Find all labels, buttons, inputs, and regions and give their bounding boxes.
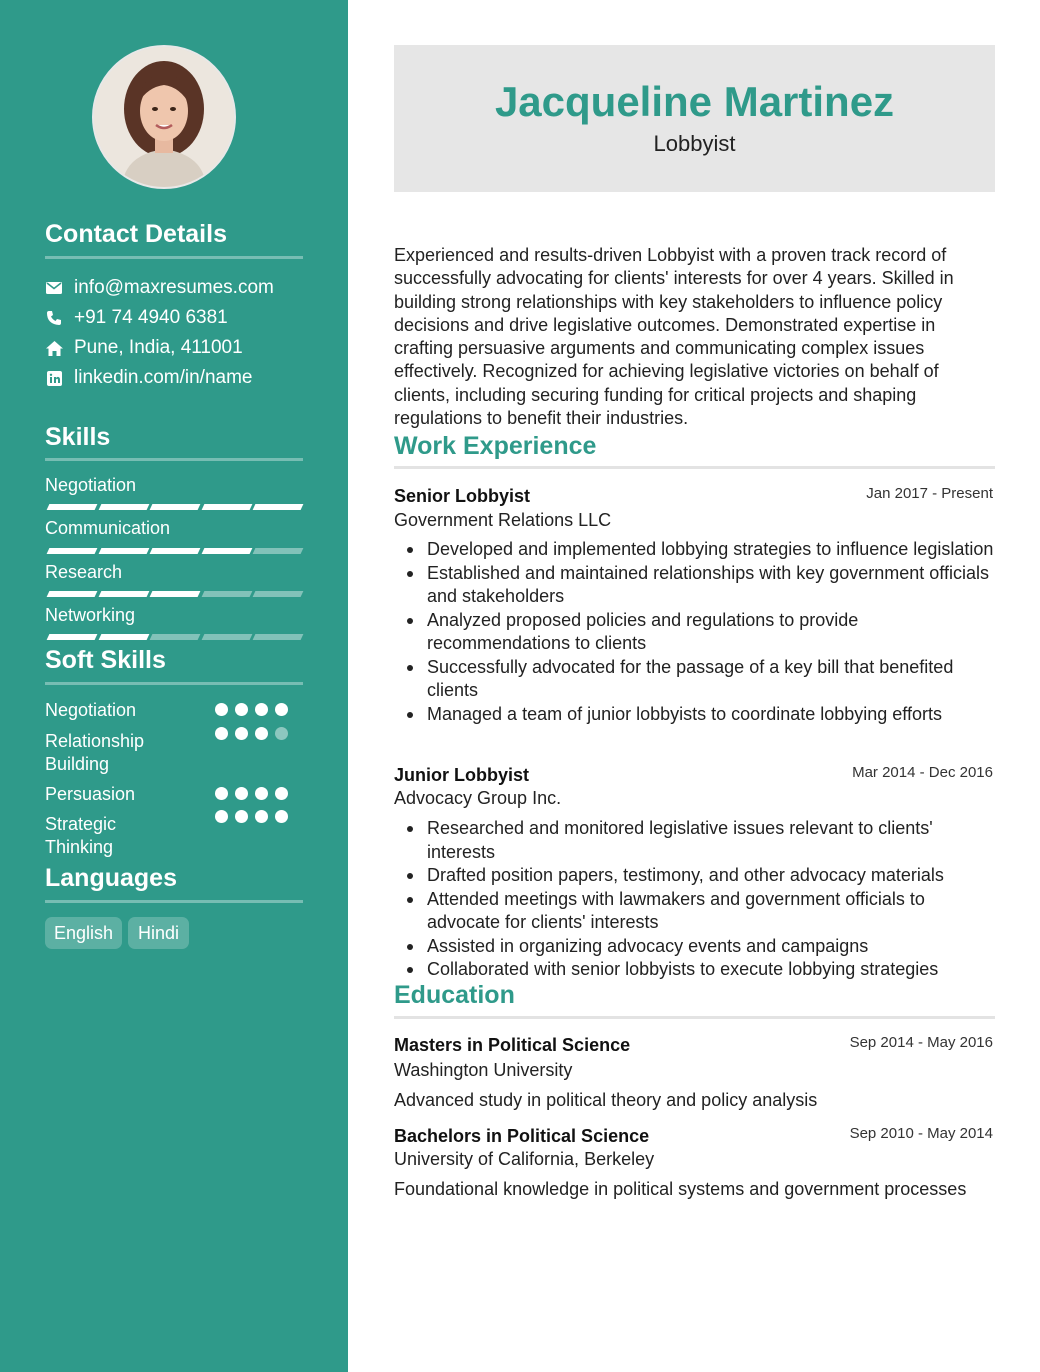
education-heading: Education bbox=[394, 981, 515, 1009]
list-item: Analyzed proposed policies and regulations to provide recommendations to clients bbox=[394, 609, 995, 656]
skill-level-segment bbox=[201, 548, 252, 554]
skill-level-segment bbox=[98, 634, 149, 640]
soft-skill-dot bbox=[215, 810, 228, 823]
skill-level-segment bbox=[253, 504, 304, 510]
list-item: Successfully advocated for the passage of a key bill that benefited clients bbox=[394, 656, 995, 703]
profile-photo bbox=[94, 47, 234, 187]
soft-skill-label: Strategic Thinking bbox=[45, 814, 117, 857]
work-divider bbox=[394, 466, 995, 469]
contact-address-text: Pune, India, 411001 bbox=[74, 337, 243, 358]
skill-level-segment bbox=[98, 504, 149, 510]
school-name: University of California, Berkeley bbox=[394, 1149, 655, 1169]
job-dates: Jan 2017 - Present bbox=[866, 485, 993, 502]
soft-skill-dot bbox=[275, 727, 288, 740]
job-bullets bbox=[394, 538, 995, 726]
candidate-title: Lobbyist bbox=[653, 131, 736, 156]
school-name: Washington University bbox=[394, 1060, 573, 1080]
skill-level-segment bbox=[150, 634, 201, 640]
skills-heading: Skills bbox=[45, 423, 111, 451]
soft-skill-dot bbox=[235, 810, 248, 823]
contact-phone[interactable] bbox=[45, 306, 228, 330]
skill-level-segment bbox=[47, 504, 98, 510]
job-org: Advocacy Group Inc. bbox=[394, 788, 562, 808]
skill-level-segment bbox=[201, 634, 252, 640]
contact-linkedin-text: linkedin.com/in/name bbox=[74, 367, 253, 388]
skill-level-segment bbox=[47, 634, 98, 640]
skill-level-segment bbox=[253, 634, 304, 640]
degree-title: Bachelors in Political Science bbox=[394, 1126, 650, 1146]
language-pill: Hindi bbox=[128, 917, 189, 949]
education-divider bbox=[394, 1016, 995, 1019]
home-icon bbox=[45, 339, 63, 357]
envelope-icon bbox=[45, 279, 63, 297]
languages-heading: Languages bbox=[45, 864, 177, 892]
list-item: Drafted position papers, testimony, and other advocacy materials bbox=[394, 864, 995, 888]
job-org: Government Relations LLC bbox=[394, 510, 612, 530]
skill-label: Communication bbox=[45, 518, 171, 538]
skill-level-segment bbox=[201, 591, 252, 597]
skill-level-segment bbox=[47, 548, 98, 554]
soft-skill-dot bbox=[275, 787, 288, 800]
sidebar bbox=[0, 0, 348, 1372]
list-item: Attended meetings with lawmakers and government officials to advocate for clients' interests bbox=[394, 888, 995, 935]
soft-skill-dots bbox=[215, 727, 295, 787]
skill-bar bbox=[45, 504, 303, 511]
degree-title: Masters in Political Science bbox=[394, 1035, 631, 1055]
list-item: Developed and implemented lobbying strategies to influence legislation bbox=[394, 538, 995, 562]
skill-level-segment bbox=[150, 548, 201, 554]
skill-label: Research bbox=[45, 562, 123, 582]
candidate-name: Jacqueline Martinez bbox=[494, 78, 895, 125]
contact-phone-text: +91 74 4940 6381 bbox=[74, 307, 228, 328]
soft-skill-dot bbox=[255, 810, 268, 823]
list-item: Collaborated with senior lobbyists to execute lobbying strategies bbox=[394, 958, 995, 982]
skill-bar bbox=[45, 634, 303, 641]
skill-level-segment bbox=[98, 548, 149, 554]
skill-label: Networking bbox=[45, 605, 136, 625]
soft-skill-dot bbox=[235, 787, 248, 800]
soft-skill-dot bbox=[275, 703, 288, 716]
summary-text: Experienced and results-driven Lobbyist with a proven track record of successfully advocating for clients' interests for over 4 years. Skilled in building strong relationships with key stakeholders to influence policy decisions and drive legislative outcomes. Demonstrated expertise in crafting persuasive arguments and communicating complex issues effectively. Recognized for achieving legislative victories on behalf of clients, including securing funding for critical projects and shaping regulations to benefit their industries. bbox=[394, 245, 954, 429]
skill-level-segment bbox=[253, 591, 304, 597]
linkedin-icon bbox=[45, 369, 63, 387]
contact-email[interactable] bbox=[45, 276, 274, 300]
list-item: Assisted in organizing advocacy events and campaigns bbox=[394, 935, 995, 959]
skill-label: Negotiation bbox=[45, 475, 137, 495]
soft-skill-dot bbox=[255, 703, 268, 716]
soft-skill-dot bbox=[255, 727, 268, 740]
degree-dates: Sep 2010 - May 2014 bbox=[849, 1125, 993, 1142]
degree-description: Advanced study in political theory and policy analysis bbox=[394, 1090, 818, 1110]
skill-level-segment bbox=[150, 591, 201, 597]
skill-level-segment bbox=[201, 504, 252, 510]
contact-heading: Contact Details bbox=[45, 220, 227, 248]
language-pill: English bbox=[45, 917, 122, 949]
skill-level-segment bbox=[47, 591, 98, 597]
degree-dates: Sep 2014 - May 2016 bbox=[849, 1034, 993, 1051]
soft-skill-label: Negotiation bbox=[45, 700, 137, 720]
soft-skill-dot bbox=[215, 703, 228, 716]
soft-skill-dot bbox=[275, 810, 288, 823]
contact-linkedin[interactable] bbox=[45, 366, 252, 390]
skill-level-segment bbox=[253, 548, 304, 554]
soft-skill-dots bbox=[215, 810, 295, 870]
soft-skills-heading: Soft Skills bbox=[45, 646, 166, 674]
soft-skill-dot bbox=[215, 727, 228, 740]
contact-divider bbox=[45, 256, 303, 259]
list-item: Researched and monitored legislative issues relevant to clients' interests bbox=[394, 817, 995, 864]
job-title: Senior Lobbyist bbox=[394, 486, 531, 506]
soft-skill-dot bbox=[215, 787, 228, 800]
soft-skill-dot bbox=[255, 787, 268, 800]
skill-bar bbox=[45, 548, 303, 555]
contact-email-text: info@maxresumes.com bbox=[74, 277, 274, 298]
contact-address bbox=[45, 336, 243, 360]
list-item: Managed a team of junior lobbyists to coordinate lobbying efforts bbox=[394, 703, 995, 727]
languages-divider bbox=[45, 900, 303, 903]
list-item: Established and maintained relationships with key government officials and stakeholders bbox=[394, 562, 995, 609]
degree-description: Foundational knowledge in political systems and government processes bbox=[394, 1179, 967, 1199]
job-title: Junior Lobbyist bbox=[394, 765, 529, 785]
soft-skill-label: Relationship Building bbox=[45, 731, 145, 774]
skills-divider bbox=[45, 458, 303, 461]
work-heading: Work Experience bbox=[394, 432, 597, 460]
soft-skills-divider bbox=[45, 682, 303, 685]
soft-skill-dot bbox=[235, 727, 248, 740]
skill-level-segment bbox=[150, 504, 201, 510]
skill-level-segment bbox=[98, 591, 149, 597]
job-dates: Mar 2014 - Dec 2016 bbox=[852, 764, 993, 781]
skill-bar bbox=[45, 591, 303, 598]
phone-icon bbox=[45, 309, 63, 327]
avatar bbox=[92, 45, 236, 189]
soft-skill-label: Persuasion bbox=[45, 784, 136, 804]
soft-skill-dot bbox=[235, 703, 248, 716]
job-bullets bbox=[394, 817, 995, 982]
